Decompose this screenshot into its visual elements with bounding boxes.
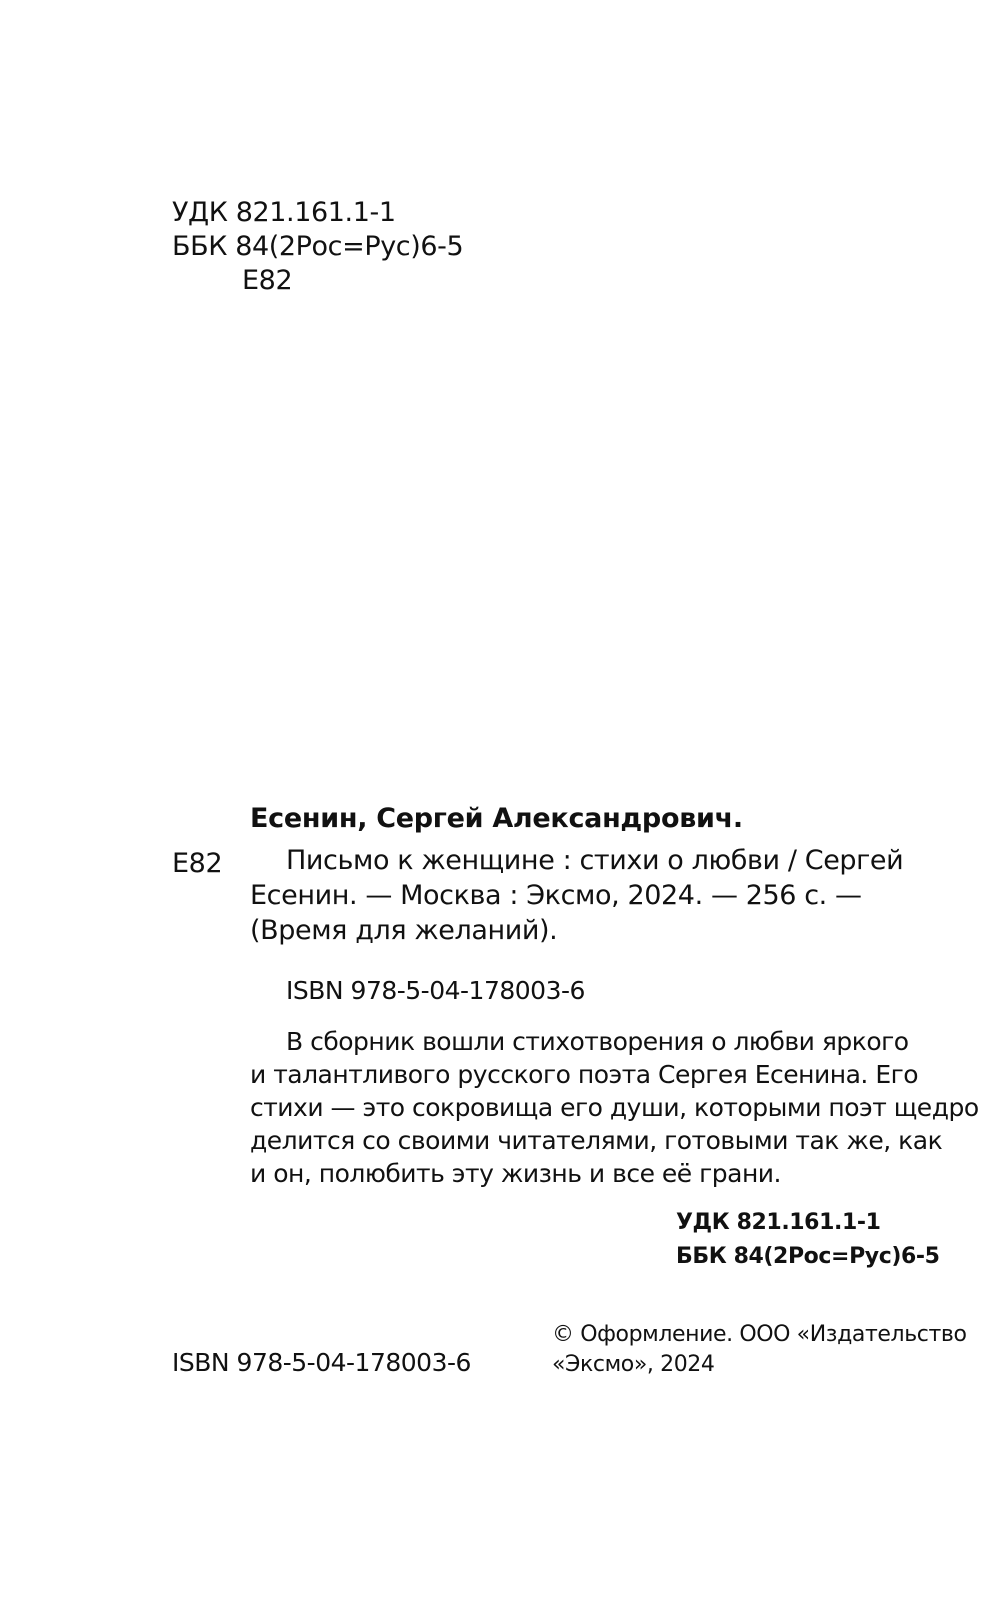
author-heading: Есенин, Сергей Александрович. [250, 803, 743, 834]
entry-isbn: ISBN 978-5-04-178003-6 [286, 976, 585, 1005]
footer-isbn: ISBN 978-5-04-178003-6 [172, 1348, 471, 1377]
top-bbk-code: ББК 84(2Рос=Рус)6-5 [172, 231, 464, 262]
annotation-line-2: и талантливого русского поэта Сергея Есенина. Его [250, 1060, 919, 1089]
annotation-line-5: и он, полюбить эту жизнь и все её грани. [250, 1159, 781, 1188]
entry-udk-code: УДК 821.161.1-1 [676, 1210, 881, 1235]
annotation-line-4: делится со своими читателями, готовыми так же, как [250, 1126, 943, 1155]
copyright-notice [552, 1320, 967, 1380]
top-author-mark: Е82 [242, 265, 293, 296]
entry-classification-codes [676, 1206, 940, 1274]
entry-bbk-code: ББК 84(2Рос=Рус)6-5 [676, 1244, 940, 1269]
copyright-line-1: © Оформление. ООО «Издательство [552, 1322, 967, 1347]
top-udk-code: УДК 821.161.1-1 [172, 197, 396, 228]
annotation-line-1: В сборник вошли стихотворения о любви яркого [286, 1027, 909, 1056]
annotation-line-3: стихи — это сокровища его души, которыми поэт щедро [250, 1093, 979, 1122]
description-line-1: Письмо к женщине : стихи о любви / Сергей [286, 845, 904, 876]
copyright-line-2: «Эксмо», 2024 [552, 1352, 715, 1377]
description-line-3: (Время для желаний). [250, 915, 558, 946]
entry-author-mark: Е82 [172, 848, 223, 879]
description-line-2: Есенин. — Москва : Эксмо, 2024. — 256 с. — [250, 880, 862, 911]
